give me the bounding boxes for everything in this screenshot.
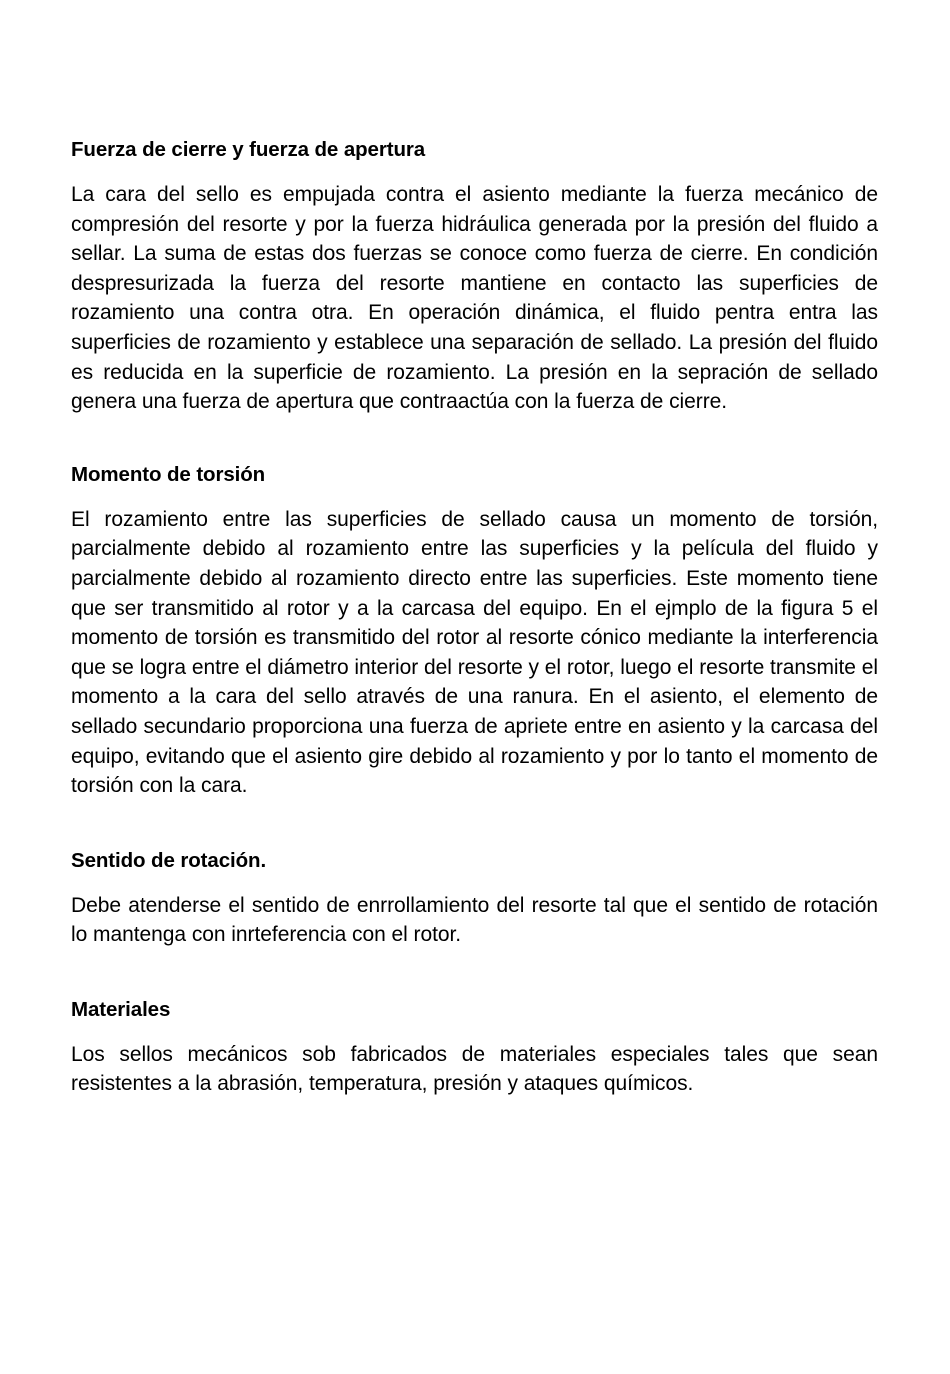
section-fuerza-de-cierre bbox=[71, 136, 884, 417]
section-sentido-de-rotacion bbox=[71, 847, 884, 950]
section-heading-sentido-de-rotacion: Sentido de rotación. bbox=[71, 848, 267, 872]
section-momento-de-torsion bbox=[71, 461, 884, 801]
section-paragraph-momento-de-torsion: El rozamiento entre las superficies de sellado causa un momento de torsión, parcialmente debido al rozamiento entre las superficies y la película del fluido y parcialmente debido al rozamiento directo entre las superficies. Este momento tiene que ser transmitido al rotor y a la carcasa del equipo. En el ejmplo de la figura 5 el momento de torsión es transmitido del rotor al resorte cónico mediante la interferencia que se logra entre el diámetro interior del resorte y el rotor, luego el resorte transmite el momento a la cara del sello através de una ranura. En el asiento, el elemento de sellado secundario proporciona una fuerza de apriete entre en asiento y la carcasa del equipo, evitando que el asiento gire debido al rozamiento y por lo tanto el momento de torsión con la cara. bbox=[71, 507, 884, 798]
section-paragraph-materiales: Los sellos mecánicos sob fabricados de materiales especiales tales que sean resistentes a la abrasión, temperatura, presión y ataques químicos. bbox=[71, 1042, 884, 1096]
document-body bbox=[71, 136, 884, 1099]
section-paragraph-fuerza-de-cierre: La cara del sello es empujada contra el asiento mediante la fuerza mecánico de compresión del resorte y por la fuerza hidráulica generada por la presión del fluido a sellar. La suma de estas dos fuerzas se conoce como fuerza de cierre. En condición despresurizada la fuerza del resorte mantiene en contacto las superficies de rozamiento una contra otra. En operación dinámica, el fluido pentra entra las superficies de rozamiento y establece una separación de sellado. La presión del fluido es reducida en la superficie de rozamiento. La presión en la sepración de sellado genera una fuerza de apertura que contraactúa con la fuerza de cierre. bbox=[71, 183, 884, 414]
section-materiales bbox=[71, 996, 884, 1099]
section-heading-momento-de-torsion: Momento de torsión bbox=[71, 462, 266, 486]
section-heading-materiales: Materiales bbox=[71, 997, 171, 1021]
section-paragraph-sentido-de-rotacion: Debe atenderse el sentido de enrrollamiento del resorte tal que el sentido de rotación lo mantenga con inrteferencia con el rotor. bbox=[71, 893, 884, 947]
section-heading-fuerza-de-cierre: Fuerza de cierre y fuerza de apertura bbox=[71, 138, 426, 161]
